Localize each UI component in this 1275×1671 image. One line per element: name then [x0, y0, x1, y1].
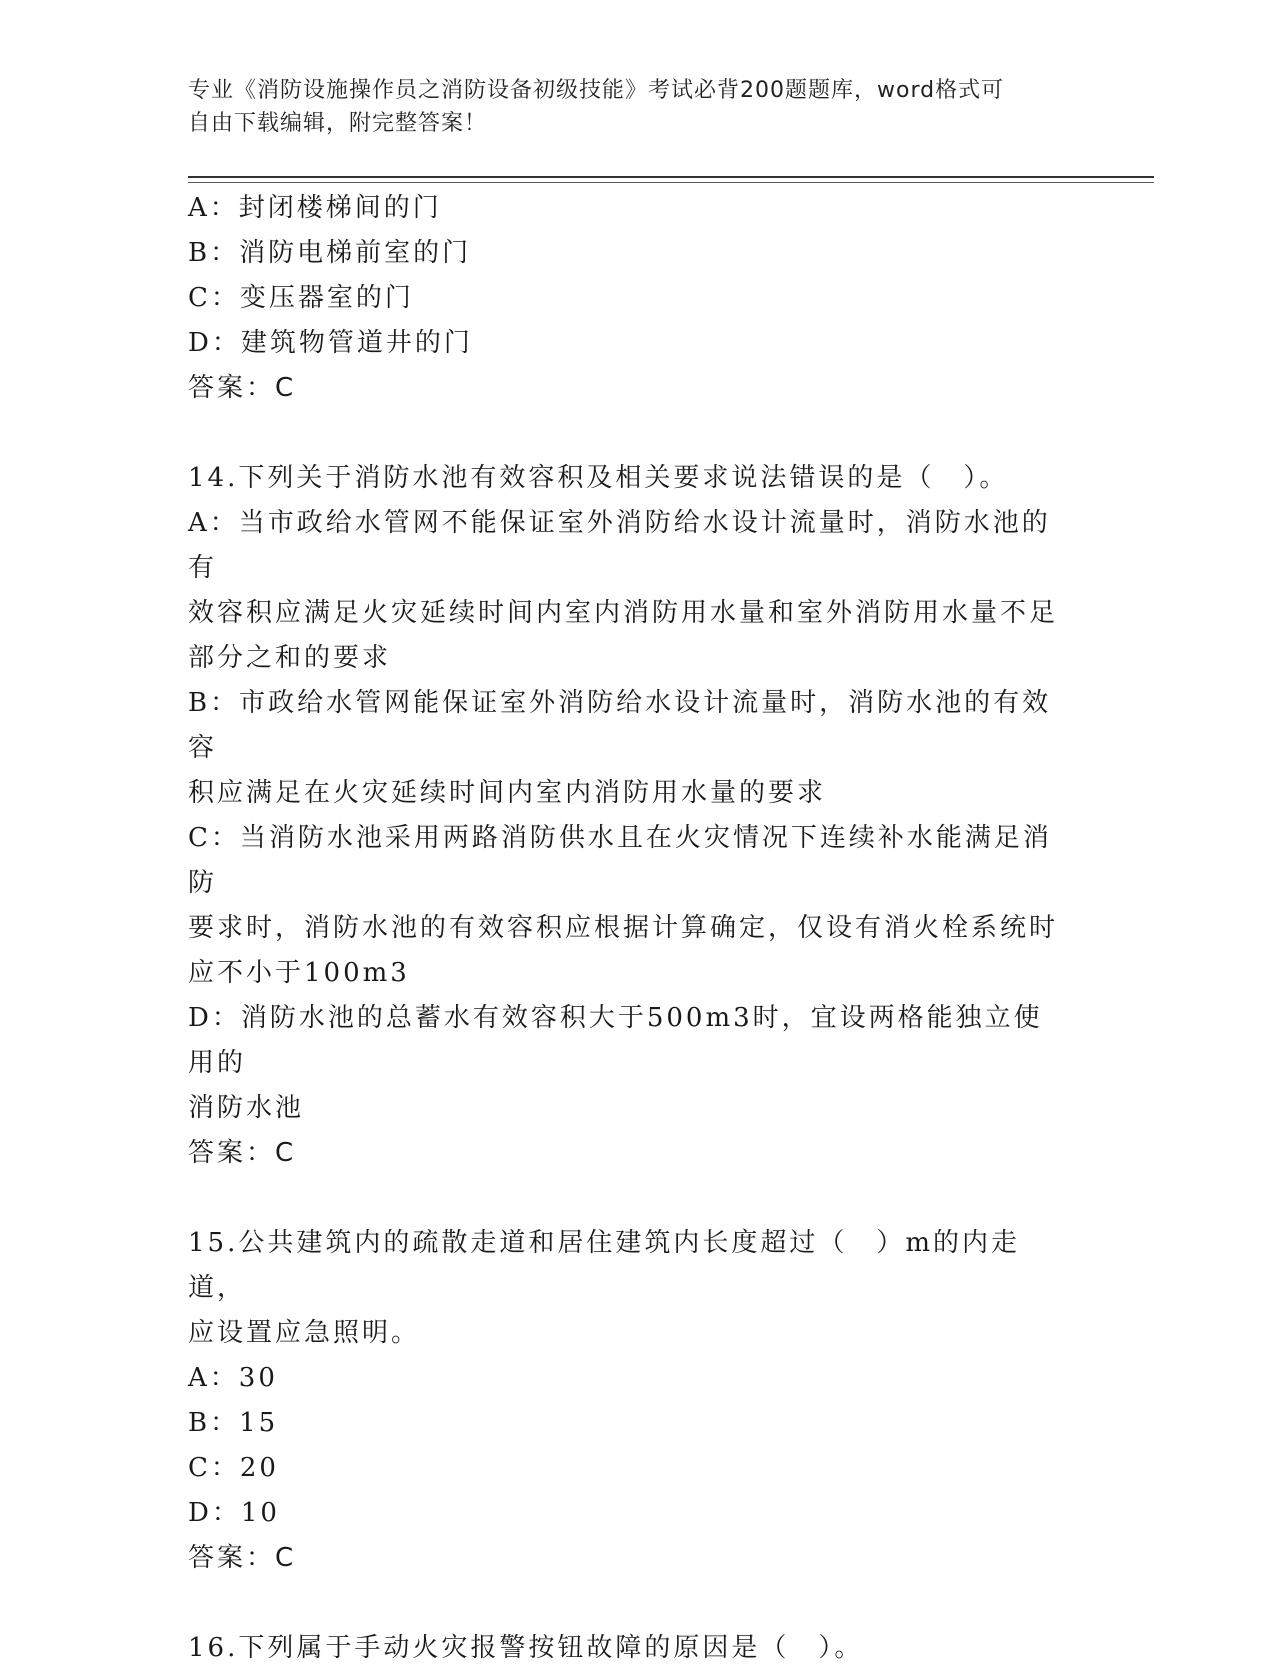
- question-14: [188, 456, 1068, 1176]
- q13-option-d: D：建筑物管道井的门: [188, 328, 473, 358]
- header-divider-thick: [188, 176, 1154, 178]
- q14-option-b-line-1: B：市政给水管网能保证室外消防给水设计流量时，消防水池的有效容: [188, 688, 1052, 763]
- q13-option-c: C：变压器室的门: [188, 283, 414, 313]
- header-line-1: 专业《消防设施操作员之消防设备初级技能》考试必背200题题库，word格式可: [188, 78, 1005, 103]
- q13-answer: 答案：C: [188, 373, 297, 403]
- q14-option-a-line-1: A：当市政给水管网不能保证室外消防给水设计流量时，消防水池的有: [188, 508, 1051, 583]
- q14-stem: 14.下列关于消防水池有效容积及相关要求说法错误的是（ ）。: [188, 463, 1009, 493]
- q15-option-c: C：20: [188, 1453, 279, 1483]
- q16-stem: 16.下列属于手动火灾报警按钮故障的原因是（ ）。: [188, 1633, 864, 1663]
- spacer: [188, 1581, 1068, 1626]
- q15-stem-line-2: 应设置应急照明。: [188, 1318, 421, 1348]
- question-13: [188, 186, 1068, 411]
- q14-option-d-line-1: D：消防水池的总蓄水有效容积大于500m3时，宜设两格能独立使用的: [188, 1003, 1043, 1078]
- q14-option-d-line-2: 消防水池: [188, 1093, 305, 1123]
- q14-option-c-line-2: 要求时，消防水池的有效容积应根据计算确定，仅设有消火栓系统时: [188, 913, 1059, 943]
- document-body: [188, 186, 1068, 1671]
- q14-option-a-line-3: 部分之和的要求: [188, 643, 392, 673]
- document-header: [188, 74, 1068, 140]
- q14-option-a-line-2: 效容积应满足火灾延续时间内室内消防用水量和室外消防用水量不足: [188, 598, 1059, 628]
- spacer: [188, 1176, 1068, 1221]
- q14-option-b-line-2: 积应满足在火灾延续时间内室内消防用水量的要求: [188, 778, 827, 808]
- q14-option-c-line-1: C：当消防水池采用两路消防供水且在火灾情况下连续补水能满足消防: [188, 823, 1052, 898]
- question-15: [188, 1221, 1068, 1581]
- header-divider-thin: [188, 182, 1154, 183]
- q14-answer: 答案：C: [188, 1138, 297, 1168]
- q15-option-b: B：15: [188, 1408, 279, 1438]
- q15-answer: 答案：C: [188, 1543, 297, 1573]
- q15-option-a: A：30: [188, 1363, 278, 1393]
- header-line-2: 自由下载编辑，附完整答案！: [188, 111, 488, 136]
- spacer: [188, 411, 1068, 456]
- q14-option-c-line-3: 应不小于100m3: [188, 958, 410, 988]
- q13-option-a: A：封闭楼梯间的门: [188, 193, 442, 223]
- question-16: [188, 1626, 1068, 1671]
- q15-stem-line-1: 15.公共建筑内的疏散走道和居住建筑内长度超过（ ）m的内走道，: [188, 1228, 1021, 1303]
- q15-option-d: D：10: [188, 1498, 280, 1528]
- q13-option-b: B：消防电梯前室的门: [188, 238, 472, 268]
